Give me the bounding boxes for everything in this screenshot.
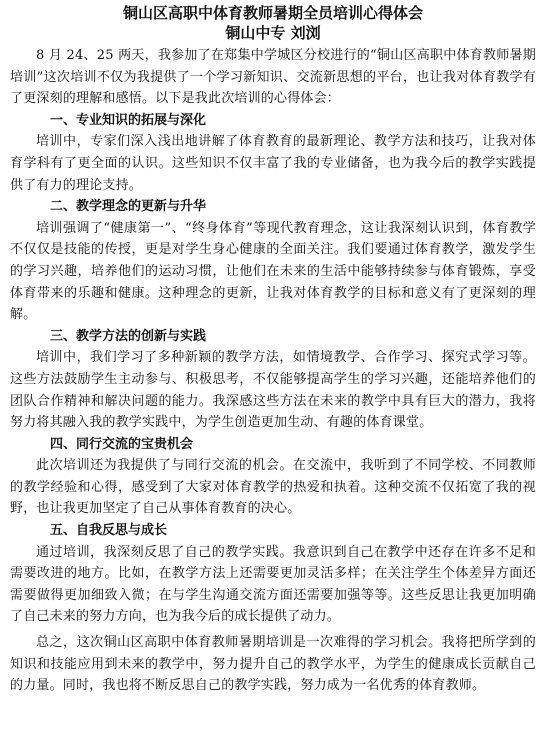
section-body-2: 培训强调了“健康第一”、“终身体育”等现代教育理念，这让我深刻认识到，体育教学不仅仅是技能的传授，更是对学生身心健康的全面关注。我们要通过体育教学，激发学生的学习兴趣，培养他们的运动习惯，让他们在未来的生活中能够持续参与体育锻炼，享受体育带来的乐趣和健康。这种理念的更新，让我对体育教学的目标和意义有了更深刻的理解。	[10, 220, 536, 323]
closing-paragraph: 总之，这次铜山区高职中体育教师暑期培训是一次难得的学习机会。我将把所学到的知识和技能应用到未来的教学中，努力提升自己的教学水平，为学生的健康成长贡献自己的力量。同时，我也将不断反思自己的教学实践，努力成为一名优秀的体育教师。	[10, 635, 536, 694]
section-heading-1: 一、专业知识的拓展与深化	[50, 112, 207, 128]
document-author-line: 铜山中专 刘浏	[225, 24, 321, 42]
section-heading-4: 四、同行交流的宝贵机会	[50, 436, 194, 452]
section-heading-3: 三、教学方法的创新与实践	[50, 328, 207, 344]
section-body-1: 培训中，专家们深入浅出地讲解了体育教育的最新理论、教学方法和技巧，让我对体育学科有了更全面的认识。这些知识不仅丰富了我的专业储备，也为我今后的教学实践提供了有力的理论支持。	[10, 134, 536, 193]
intro-paragraph: 8 月 24、25 两天，我参加了在郑集中学城区分校进行的“铜山区高职中体育教师暑期培训”这次培训不仅为我提供了一个学习新知识、交流新思想的平台，也让我对体育教学有了更深刻的理解和感悟。以下是我此次培训的心得体会：	[10, 48, 536, 107]
section-heading-5: 五、自我反思与成长	[50, 523, 168, 539]
document-title: 铜山区高职中体育教师暑期全员培训心得体会	[122, 4, 423, 22]
section-body-5: 通过培训，我深刻反思了自己的教学实践。我意识到自己在教学中还存在许多不足和需要改进的地方。比如，在教学方法上还需要更加灵活多样；在关注学生个体差异方面还需要做得更加细致入微；在与学生沟通交流方面还需要加强等等。这些反思让我更加明确了自己未来的努力方向，也为我今后的成长提供了动力。	[10, 544, 536, 625]
section-body-4: 此次培训还为我提供了与同行交流的机会。在交流中，我听到了不同学校、不同教师的教学经验和心得，感受到了大家对体育教学的热爱和执着。这种交流不仅拓宽了我的视野，也让我更加坚定了自己从事体育教育的决心。	[10, 458, 536, 517]
section-heading-2: 二、教学理念的更新与升华	[50, 199, 207, 215]
section-body-3: 培训中，我们学习了多种新颖的教学方法，如情境教学、合作学习、探究式学习等。这些方法鼓励学生主动参与、积极思考，不仅能够提高学生的学习兴趣，还能培养他们的团队合作精神和解决问题的能力。我深感这些方法在未来的教学中具有巨大的潜力，我将努力将其融入我的教学实践中，为学生创造更加生动、有趣的体育课堂。	[10, 350, 536, 431]
